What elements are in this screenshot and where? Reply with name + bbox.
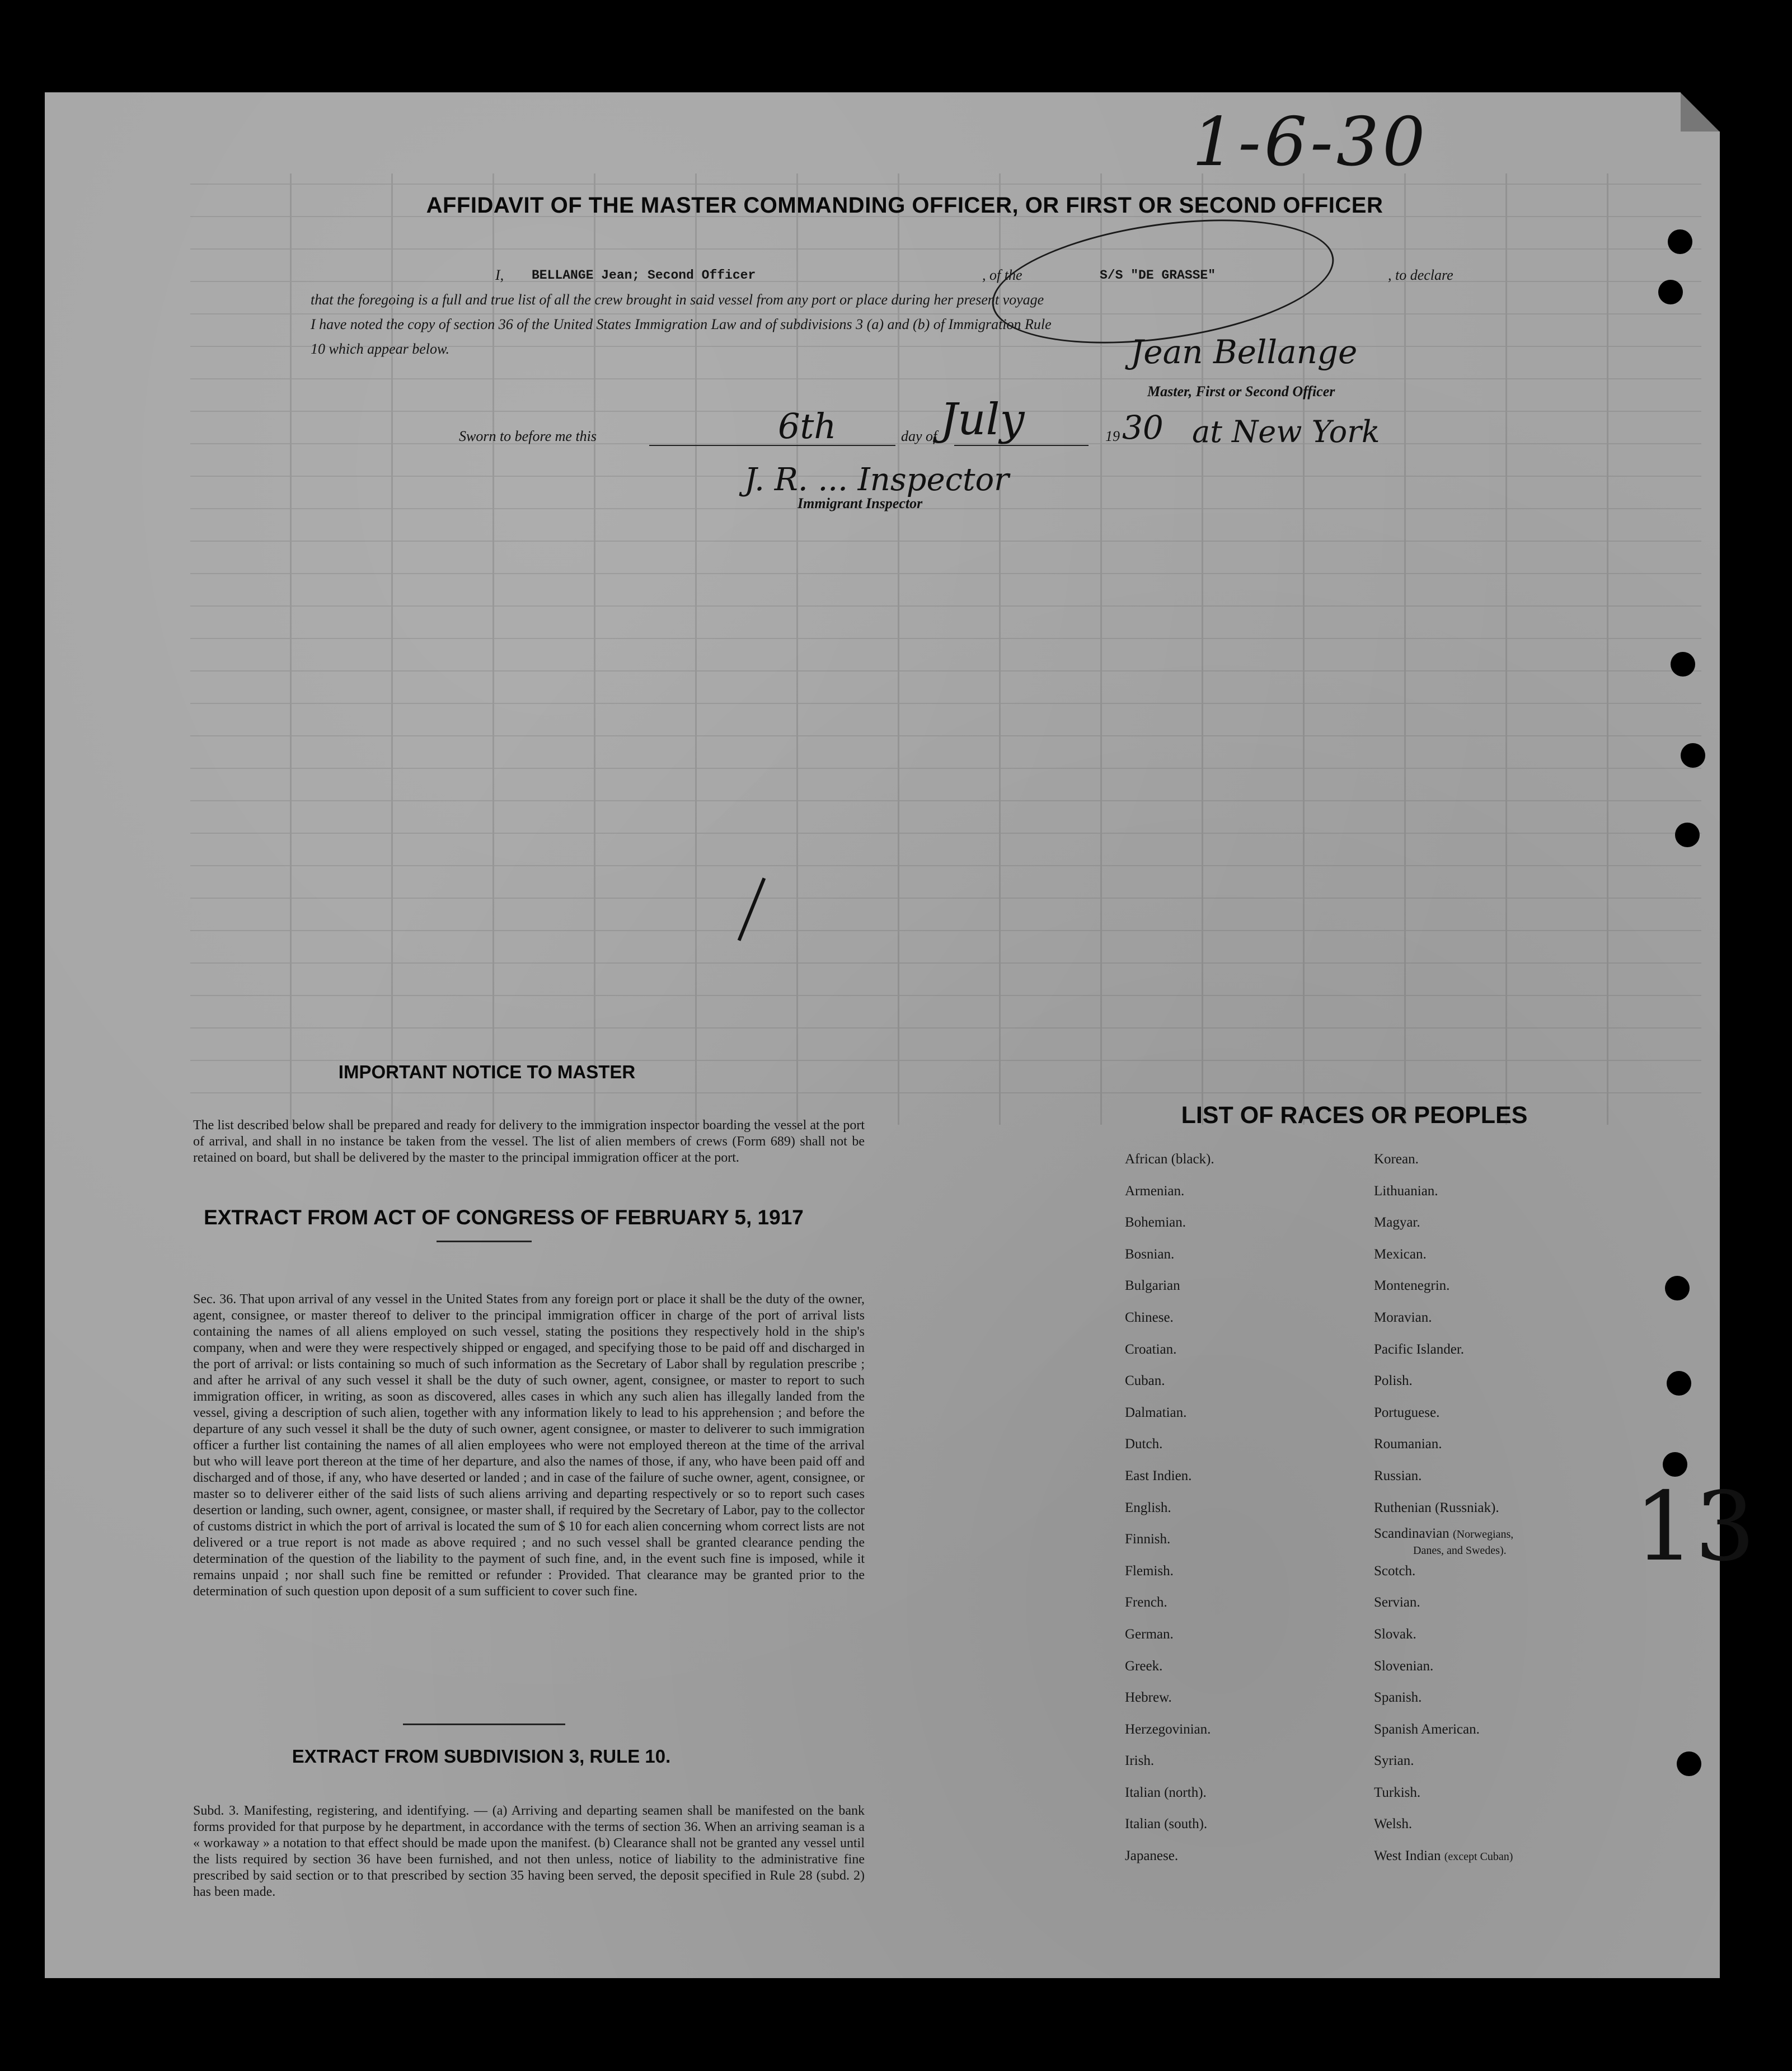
race-item: Italian (south). (1125, 1816, 1208, 1832)
race-item: Welsh. (1374, 1816, 1413, 1832)
race-item: Spanish. (1374, 1690, 1422, 1706)
handwritten-month: July (940, 395, 1025, 445)
handwritten-place: at New York (1192, 414, 1380, 449)
race-note: Danes, and Swedes). (1413, 1544, 1507, 1557)
race-item: Finnish. (1125, 1532, 1171, 1547)
declarant-name: BELLANGE Jean; Second Officer (532, 268, 756, 283)
punch-hole (1668, 229, 1692, 254)
race-item: Bosnian. (1125, 1246, 1175, 1262)
race-item: Irish. (1125, 1753, 1155, 1769)
to-declare-label: , to declare (1388, 267, 1453, 283)
race-item: Syrian. (1374, 1753, 1414, 1769)
race-item: Bulgarian (1125, 1278, 1180, 1294)
folded-corner (1681, 92, 1720, 132)
punch-hole (1675, 823, 1700, 847)
affidavit-title: AFFIDAVIT OF THE MASTER COMMANDING OFFICER, OR FIRST OR SECOND OFFICER (426, 193, 1383, 218)
race-note: (except Cuban) (1444, 1851, 1513, 1863)
day-blank (649, 445, 895, 446)
section-divider (403, 1724, 565, 1725)
i-label: I, (495, 267, 504, 283)
race-item: Italian (north). (1125, 1784, 1207, 1800)
race-item: Slovenian. (1374, 1658, 1434, 1674)
race-item: Russian. (1374, 1468, 1422, 1483)
race-item: Lithuanian. (1374, 1183, 1438, 1199)
race-item: African (black). (1125, 1152, 1214, 1167)
day-of-label: day of (901, 428, 937, 444)
punch-hole (1681, 743, 1705, 768)
handwritten-year: 30 (1122, 408, 1164, 447)
race-item: Slovak. (1374, 1626, 1416, 1642)
races-heading: LIST OF RACES OR PEOPLES (1181, 1102, 1528, 1129)
act-body: Sec. 36. That upon arrival of any vessel in the United States from any foreign port or place it shall be the duty of the owner, agent, consignee, or master thereof to deliver to the principal immigration officer in charge of the port of arrival lists containing the names of all aliens employed on such vessel, stating the positions they respectively hold in the ship's company, when and were they were respectively shipped or engaged, and specifying those to be paid off and discharged in the port of arrival: or lists containing so much of such information as the Secretary of Labor shall by regulation prescribe ; and after he arrival of any such vessel it shall be the duty of such owner, agent, consignee, or master to report to such immigration officer, in writing, as soon as discovered, alles cases in which any such alien has illegally landed from the vessel, giving a description of such alien, together with any information likely to lead to his apprehension ; and before the departure of any such vessel it shall be the duty of such owner, agent consignee, or master to deliverer to such immigration officer a further list containing the names of all alien employees who were not employed thereon at the time of the arrival but who will leave port thereon at the time of her departure, and also the names of those, if any, who have been paid off and discharged and of those, if any, who have deserted or landed ; and in case of the failure of suche owner, agent, consignee, or master so to deliverer either of the said lists of such aliens arriving and departing respectively or so to report such cases desertion or landing, such owner, agent, consignee, or master shall, if required by the Secretary of Labor, pay to the collector of customs district in which the port of arrival is located the sum of $ 10 for each alien concerning whom correct lists are not delivered or a true report is not made as above required ; and no such vessel shall be granted clearance pending the determination of the question of the liability to the payment of such fine, and, in the event such fine is imposed, while it remains unpaid ; nor shall such fine be remitted or refunder : Provided. That clearance may be granted prior to the determination of such question upon deposit of a sum sufficient to cover such fine. (193, 1292, 865, 1599)
race-item: Servian. (1374, 1595, 1420, 1610)
race-item: Dutch. (1125, 1436, 1163, 1452)
race-item: Moravian. (1374, 1309, 1432, 1325)
race-item: English. (1125, 1500, 1171, 1515)
race-item: Portuguese. (1374, 1405, 1440, 1420)
rule-heading: EXTRACT FROM SUBDIVISION 3, RULE 10. (292, 1746, 671, 1767)
race-item: Pacific Islander. (1374, 1341, 1465, 1357)
race-label: West Indian (1374, 1848, 1441, 1864)
year-prefix: 19 (1105, 428, 1120, 444)
race-item: Dalmatian. (1125, 1405, 1187, 1420)
race-item: Bohemian. (1125, 1215, 1186, 1231)
race-item: French. (1125, 1595, 1167, 1610)
race-item-scandinavian (1374, 1524, 1665, 1556)
punch-hole (1671, 652, 1695, 677)
signature-caption: Master, First or Second Officer (1147, 383, 1335, 400)
officer-signature: Jean Bellange (1130, 333, 1358, 371)
document-sheet (45, 92, 1756, 1978)
race-item: Polish. (1374, 1373, 1413, 1389)
race-item: Cuban. (1125, 1373, 1165, 1389)
of-the-label: , of the (982, 267, 1022, 283)
notice-body: The list described below shall be prepared and ready for delivery to the immigration inspector boarding the vessel at the port of arrival, and shall in no instance be taken from the vessel. The list of alien members of crews (Form 689) shall not be retained on board, but shall be delivered by the master to the principal immigration officer at the port. (193, 1118, 865, 1165)
races-right-column (1374, 1144, 1665, 1872)
race-item: Greek. (1125, 1658, 1163, 1674)
races-left-column (1125, 1144, 1360, 1872)
race-item: Roumanian. (1374, 1436, 1442, 1452)
race-item: East Indien. (1125, 1468, 1192, 1483)
act-heading-rule (437, 1241, 532, 1242)
month-blank (954, 445, 1089, 446)
handwritten-page-number: 13 (1634, 1472, 1756, 1582)
affidavit-line-3: I have noted the copy of section 36 of the United States Immigration Law and of subdivisions 3 (a) and (b) of Immigration Rule (311, 316, 1052, 332)
vessel-name: S/S "DE GRASSE" (1100, 268, 1216, 283)
race-item: Montenegrin. (1374, 1278, 1450, 1294)
race-item: Mexican. (1374, 1246, 1427, 1262)
race-item-west-indian (1374, 1840, 1665, 1872)
race-item: Scotch. (1374, 1563, 1416, 1579)
race-item: Magyar. (1374, 1215, 1420, 1231)
rule-body: Subd. 3. Manifesting, registering, and identifying. — (a) Arriving and departing seamen shall be manifested on the bank forms provided for that purpose by he department, in accordance with the terms of section 36. When an arriving seaman is a « workaway » a notation to that effect should be made upon the manifest. (b) Clearance shall not be granted any vessel until the lists required by section 36 have been furnished, and not then unless, notice of liability to the administrative fine prescribed by said section or to that prescribed by section 35 having been served, the deposit specified in Rule 28 (subd. 2) has been made. (193, 1804, 865, 1899)
inspector-caption: Immigrant Inspector (798, 495, 923, 511)
race-label: Scandinavian (1374, 1526, 1449, 1542)
race-item: Croatian. (1125, 1341, 1177, 1357)
notice-heading: IMPORTANT NOTICE TO MASTER (338, 1062, 636, 1082)
race-item: Armenian. (1125, 1183, 1185, 1199)
race-item: Korean. (1374, 1152, 1419, 1167)
race-item: Hebrew. (1125, 1690, 1172, 1706)
act-heading: EXTRACT FROM ACT OF CONGRESS OF FEBRUARY 5, 1917 (204, 1206, 804, 1229)
affidavit-line-4: 10 which appear below. (311, 341, 449, 357)
inspector-signature: J. R. ... Inspector (744, 462, 1009, 498)
handwritten-day: 6th (778, 406, 837, 447)
race-item: Chinese. (1125, 1309, 1174, 1325)
race-item: Herzegovinian. (1125, 1721, 1211, 1737)
race-note: (Norwegians, (1452, 1528, 1514, 1541)
punch-hole (1658, 280, 1683, 304)
punch-hole (1665, 1276, 1690, 1300)
race-item: Flemish. (1125, 1563, 1174, 1579)
race-item: Turkish. (1374, 1784, 1421, 1800)
punch-hole (1677, 1751, 1701, 1776)
race-item: Japanese. (1125, 1848, 1179, 1864)
race-item: Spanish American. (1374, 1721, 1480, 1737)
race-item: Ruthenian (Russniak). (1374, 1500, 1499, 1515)
handwritten-date: 1-6-30 (1192, 104, 1429, 181)
punch-hole (1667, 1371, 1691, 1396)
race-item: German. (1125, 1626, 1174, 1642)
affidavit-line-2: that the foregoing is a full and true list of all the crew brought in said vessel from any port or place during her present voyage (311, 292, 1044, 308)
sworn-label: Sworn to before me this (459, 428, 597, 444)
